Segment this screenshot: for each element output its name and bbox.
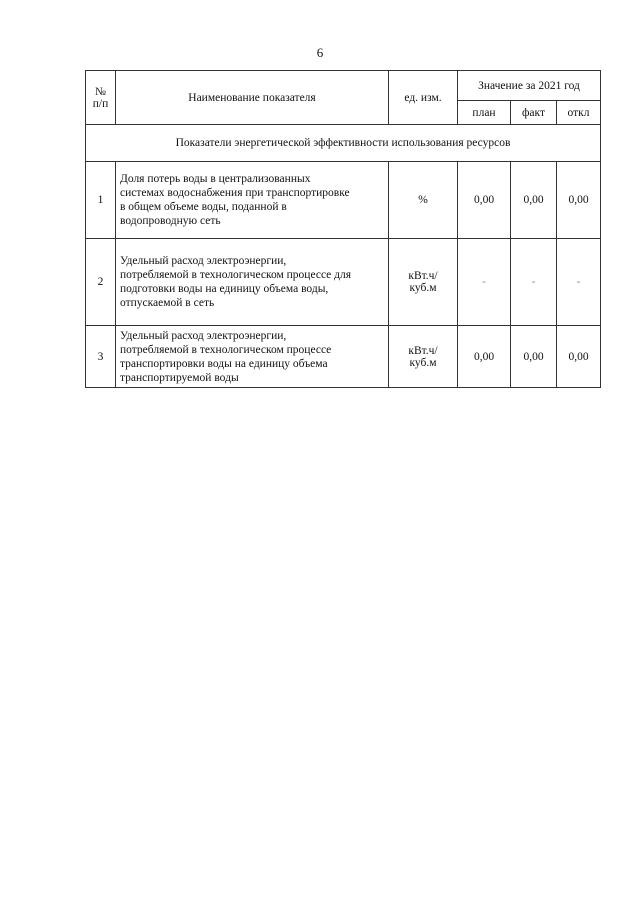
header-plan: план	[458, 101, 511, 125]
section-title: Показатели энергетической эффективности использования ресурсов	[86, 125, 601, 162]
table-row	[86, 239, 601, 326]
name-line: потребляемой в технологическом процессе для	[120, 269, 352, 281]
name-line: в общем объеме воды, поданной в	[120, 201, 287, 213]
row-unit	[389, 326, 458, 388]
row-unit	[389, 162, 458, 239]
row-plan-value: 0,00	[458, 326, 511, 388]
unit-line: кВт.ч/	[408, 344, 438, 357]
row-number: 3	[86, 326, 116, 388]
table-row	[86, 326, 601, 388]
row-plan-value: 0,00	[458, 162, 511, 239]
name-line: водопроводную сеть	[120, 215, 221, 227]
row-fact-value: 0,00	[511, 162, 557, 239]
name-line: отпускаемой в сеть	[120, 297, 215, 309]
name-line: транспортируемой воды	[120, 371, 239, 384]
unit-line: куб.м	[409, 282, 437, 294]
name-line: транспортировки воды на единицу объема	[120, 357, 328, 370]
row-deviation-value: 0,00	[557, 326, 601, 388]
row-number: 2	[86, 239, 116, 326]
header-value-group: Значение за 2021 год	[458, 71, 601, 101]
row-indicator-name	[116, 239, 389, 326]
row-indicator-name	[116, 326, 389, 388]
name-line: системах водоснабжения при транспортировке	[120, 187, 350, 199]
header-unit: ед. изм.	[389, 71, 458, 125]
unit-line: кВт.ч/	[408, 270, 438, 282]
name-line: Доля потерь воды в централизованных	[120, 173, 311, 185]
header-deviation: откл	[557, 101, 601, 125]
row-indicator-name	[116, 162, 389, 239]
unit-line: куб.м	[409, 356, 437, 369]
name-line: Удельный расход электроэнергии,	[120, 329, 287, 342]
name-line: потребляемой в технологическом процессе	[120, 343, 332, 356]
header-number-symbol: №	[95, 85, 106, 98]
row-deviation-value: 0,00	[557, 162, 601, 239]
row-fact-value: -	[511, 239, 557, 326]
section-row	[86, 125, 601, 162]
header-indicator-name: Наименование показателя	[116, 71, 389, 125]
header-number-abbrev: п/п	[92, 97, 109, 110]
header-number	[86, 71, 116, 125]
indicators-table	[85, 70, 601, 388]
row-plan-value: -	[458, 239, 511, 326]
row-number: 1	[86, 162, 116, 239]
row-unit	[389, 239, 458, 326]
unit-line: %	[418, 194, 428, 206]
row-deviation-value: -	[557, 239, 601, 326]
header-fact: факт	[511, 101, 557, 125]
page-number: 6	[316, 45, 324, 60]
row-fact-value: 0,00	[511, 326, 557, 388]
table-row	[86, 162, 601, 239]
table-header-row	[86, 71, 601, 101]
name-line: Удельный расход электроэнергии,	[120, 255, 287, 267]
name-line: подготовки воды на единицу объема воды,	[120, 283, 329, 295]
